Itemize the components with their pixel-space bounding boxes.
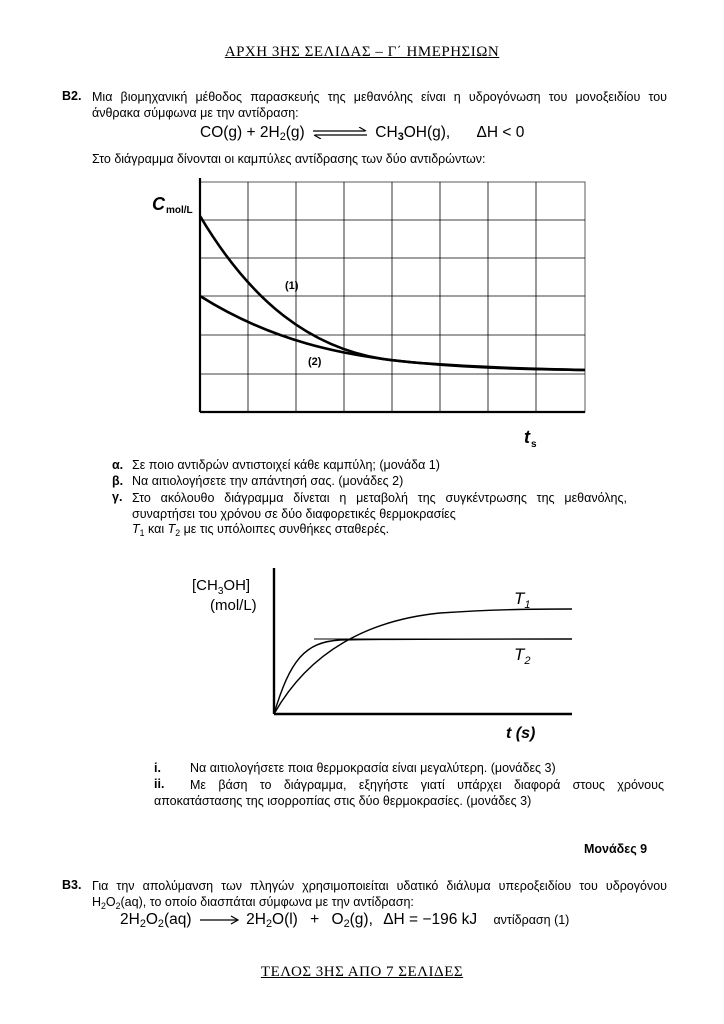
- chart1-ylabel-unit: mol/L: [166, 205, 193, 216]
- question-c: Στο ακόλουθο διάγραμμα δίνεται η μεταβολή της συγκέντρωσης της μεθανόλης, συναρτήσει του χρόνου σε δύο διαφορετικές θερμοκρασίες: [132, 491, 627, 521]
- question-i: Να αιτιολογήσετε ποια θερμοκρασία είναι μεγαλύτερη. (μονάδες 3): [190, 761, 556, 775]
- curve-2-label: (2): [308, 356, 322, 368]
- curve-1-label: (1): [285, 280, 299, 292]
- chart1-grid: [200, 182, 585, 412]
- chart2-ylabel-line1: $[CH_3OH]$: [192, 577, 251, 597]
- page-footer: ΤΕΛΟΣ 3ΗΣ ΑΠΟ 7 ΣΕΛΙΔΕΣ: [260, 964, 464, 980]
- equation-peroxide: $2H_2O_2(aq) 2H_2O(l) + O_2(g)$, ΔH = −196 kJ αντίδραση (1): [120, 911, 570, 930]
- chart1-xlabel: t: [524, 427, 530, 447]
- question-a-label: α.: [112, 458, 124, 472]
- question-a: Σε ποιο αντιδρών αντιστοιχεί κάθε καμπύλη; (μονάδα 1): [132, 458, 440, 472]
- page-header: ΑΡΧΗ 3ΗΣ ΣΕΛΙΔΑΣ – Γ΄ ΗΜΕΡΗΣΙΩΝ: [224, 44, 500, 60]
- reactant-concentration-chart: [140, 170, 610, 460]
- methanol-concentration-chart: [180, 560, 600, 750]
- question-c-temps: $T_1$ και $T_2$ με τις υπόλοιπες συνθήκες σταθερές.: [132, 522, 390, 538]
- question-b2-label: Β2.: [62, 89, 82, 103]
- t2-label: $T_2$: [514, 645, 531, 667]
- question-b3-label: Β3.: [62, 878, 82, 892]
- question-b2-intro: Μια βιομηχανική μέθοδος παρασκευής της μεθανόλης είναι η υδρογόνωση του μονοξειδίου του άνθρακα σύμφωνα με την αντίδραση:: [92, 90, 667, 120]
- question-c-label: γ.: [112, 490, 123, 504]
- diagram-intro: Στο διάγραμμα δίνονται οι καμπύλες αντίδρασης των δύο αντιδρώντων:: [92, 152, 486, 166]
- chart2-xlabel: t (s): [506, 725, 536, 742]
- question-b: Να αιτιολογήσετε την απάντησή σας. (μονάδες 2): [132, 474, 404, 488]
- curve-2: [200, 296, 585, 370]
- marks-total: Μονάδες 9: [584, 842, 648, 856]
- curve-1: [200, 216, 585, 370]
- question-ii: Με βάση το διάγραμμα, εξηγήστε γιατί υπάρχει διαφορά στους χρόνους αποκατάστασης της ισορροπίας στις δύο θερμοκρασίες. (μονάδες 3): [154, 778, 664, 808]
- question-b-label: β.: [112, 474, 124, 488]
- chart2-ylabel-line2: (mol/L): [210, 597, 257, 614]
- equation-methanol: $CO(g) + 2H_2(g)$ $CH_3OH(g)$, ΔH < 0: [200, 124, 525, 143]
- equilibrium-arrow-icon: [311, 127, 369, 139]
- t1-label: $T_1$: [514, 589, 531, 611]
- reaction-arrow-icon: [199, 915, 239, 925]
- question-b3-intro: Για την απολύμανση των πληγών χρησιμοποιείται υδατικό διάλυμα υπεροξειδίου του υδρογόνου $H_2O_2(aq)$, το οποίο διασπάται σύμφωνα με την αντίδραση:: [92, 879, 667, 911]
- question-i-label: i.: [154, 761, 161, 775]
- question-ii-label: ii.: [154, 777, 165, 791]
- curve-t2: [274, 639, 572, 714]
- chart1-xlabel-unit: s: [531, 439, 537, 450]
- chart1-ylabel: C: [152, 194, 165, 214]
